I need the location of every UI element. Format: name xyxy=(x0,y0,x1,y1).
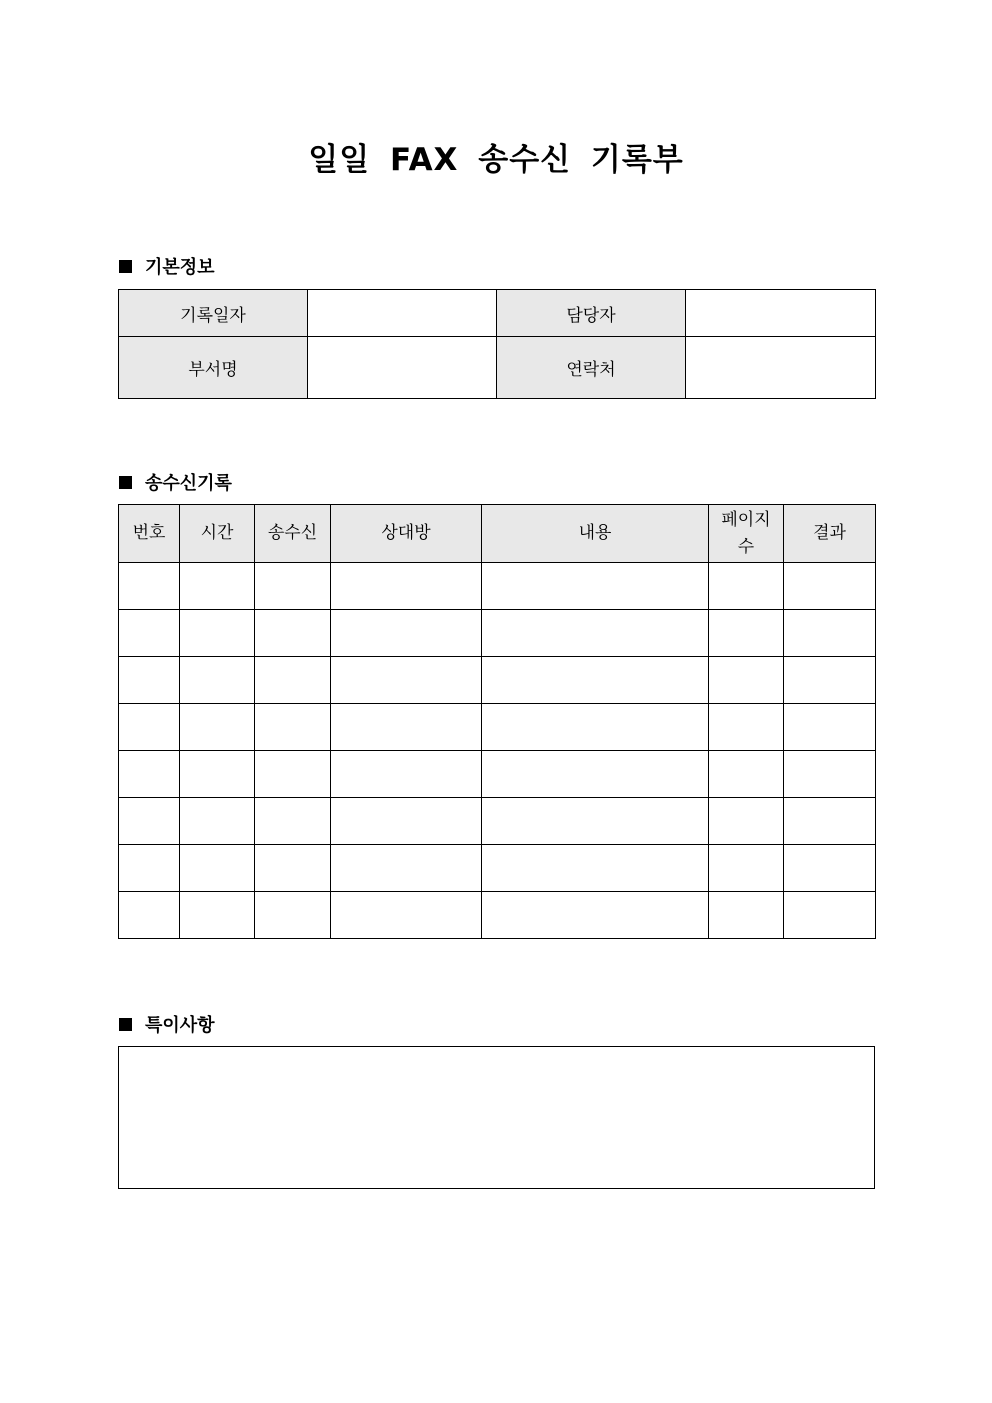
cell-direction[interactable] xyxy=(255,798,331,845)
table-row xyxy=(119,892,876,939)
cell-direction[interactable] xyxy=(255,704,331,751)
cell-number[interactable] xyxy=(119,610,180,657)
column-header-counterparty: 상대방 xyxy=(331,505,482,563)
column-header-direction: 송수신 xyxy=(255,505,331,563)
person-in-charge-label: 담당자 xyxy=(497,290,686,337)
cell-time[interactable] xyxy=(180,798,255,845)
cell-pages[interactable] xyxy=(709,845,784,892)
cell-direction[interactable] xyxy=(255,845,331,892)
cell-number[interactable] xyxy=(119,751,180,798)
cell-number[interactable] xyxy=(119,845,180,892)
cell-number[interactable] xyxy=(119,704,180,751)
fax-log-table xyxy=(118,504,876,939)
cell-content[interactable] xyxy=(482,563,709,610)
department-field[interactable] xyxy=(308,337,497,399)
basic-info-table xyxy=(118,289,876,399)
cell-time[interactable] xyxy=(180,610,255,657)
basic-info-heading xyxy=(119,253,215,279)
cell-time[interactable] xyxy=(180,563,255,610)
cell-content[interactable] xyxy=(482,610,709,657)
column-header-number: 번호 xyxy=(119,505,180,563)
cell-result[interactable] xyxy=(784,798,876,845)
table-row xyxy=(119,798,876,845)
log-heading xyxy=(119,469,232,495)
square-bullet-icon xyxy=(119,476,132,489)
table-row xyxy=(119,657,876,704)
cell-direction[interactable] xyxy=(255,751,331,798)
cell-number[interactable] xyxy=(119,892,180,939)
log-heading-label: 송수신기록 xyxy=(145,473,232,494)
cell-counterparty[interactable] xyxy=(331,892,482,939)
cell-result[interactable] xyxy=(784,563,876,610)
square-bullet-icon xyxy=(119,1018,132,1031)
cell-direction[interactable] xyxy=(255,892,331,939)
person-in-charge-field[interactable] xyxy=(686,290,876,337)
column-header-result: 결과 xyxy=(784,505,876,563)
cell-number[interactable] xyxy=(119,563,180,610)
cell-pages[interactable] xyxy=(709,892,784,939)
cell-time[interactable] xyxy=(180,751,255,798)
cell-content[interactable] xyxy=(482,892,709,939)
contact-field[interactable] xyxy=(686,337,876,399)
cell-number[interactable] xyxy=(119,657,180,704)
cell-result[interactable] xyxy=(784,704,876,751)
cell-pages[interactable] xyxy=(709,751,784,798)
cell-time[interactable] xyxy=(180,704,255,751)
cell-content[interactable] xyxy=(482,845,709,892)
table-row xyxy=(119,563,876,610)
cell-pages[interactable] xyxy=(709,610,784,657)
record-date-field[interactable] xyxy=(308,290,497,337)
cell-counterparty[interactable] xyxy=(331,657,482,704)
record-date-label: 기록일자 xyxy=(119,290,308,337)
table-row xyxy=(119,704,876,751)
cell-pages[interactable] xyxy=(709,798,784,845)
cell-number[interactable] xyxy=(119,798,180,845)
cell-counterparty[interactable] xyxy=(331,563,482,610)
notes-heading xyxy=(119,1011,215,1037)
cell-result[interactable] xyxy=(784,610,876,657)
table-row xyxy=(119,845,876,892)
cell-result[interactable] xyxy=(784,892,876,939)
cell-content[interactable] xyxy=(482,798,709,845)
basic-info-heading-label: 기본정보 xyxy=(145,257,215,278)
cell-pages[interactable] xyxy=(709,563,784,610)
cell-result[interactable] xyxy=(784,657,876,704)
cell-result[interactable] xyxy=(784,845,876,892)
cell-time[interactable] xyxy=(180,845,255,892)
column-header-content: 내용 xyxy=(482,505,709,563)
cell-pages[interactable] xyxy=(709,657,784,704)
cell-direction[interactable] xyxy=(255,657,331,704)
square-bullet-icon xyxy=(119,260,132,273)
column-header-pages: 페이지수 xyxy=(709,505,784,563)
cell-counterparty[interactable] xyxy=(331,704,482,751)
table-row xyxy=(119,751,876,798)
column-header-time: 시간 xyxy=(180,505,255,563)
cell-counterparty[interactable] xyxy=(331,751,482,798)
cell-direction[interactable] xyxy=(255,610,331,657)
notes-heading-label: 특이사항 xyxy=(145,1015,215,1036)
cell-time[interactable] xyxy=(180,892,255,939)
cell-counterparty[interactable] xyxy=(331,798,482,845)
cell-counterparty[interactable] xyxy=(331,845,482,892)
cell-counterparty[interactable] xyxy=(331,610,482,657)
department-label: 부서명 xyxy=(119,337,308,399)
cell-content[interactable] xyxy=(482,751,709,798)
page-title: 일일 FAX 송수신 기록부 xyxy=(308,142,684,178)
cell-time[interactable] xyxy=(180,657,255,704)
notes-field[interactable] xyxy=(118,1046,875,1189)
cell-pages[interactable] xyxy=(709,704,784,751)
cell-direction[interactable] xyxy=(255,563,331,610)
table-row xyxy=(119,610,876,657)
cell-content[interactable] xyxy=(482,704,709,751)
cell-result[interactable] xyxy=(784,751,876,798)
cell-content[interactable] xyxy=(482,657,709,704)
contact-label: 연락처 xyxy=(497,337,686,399)
log-header-row xyxy=(119,505,876,563)
